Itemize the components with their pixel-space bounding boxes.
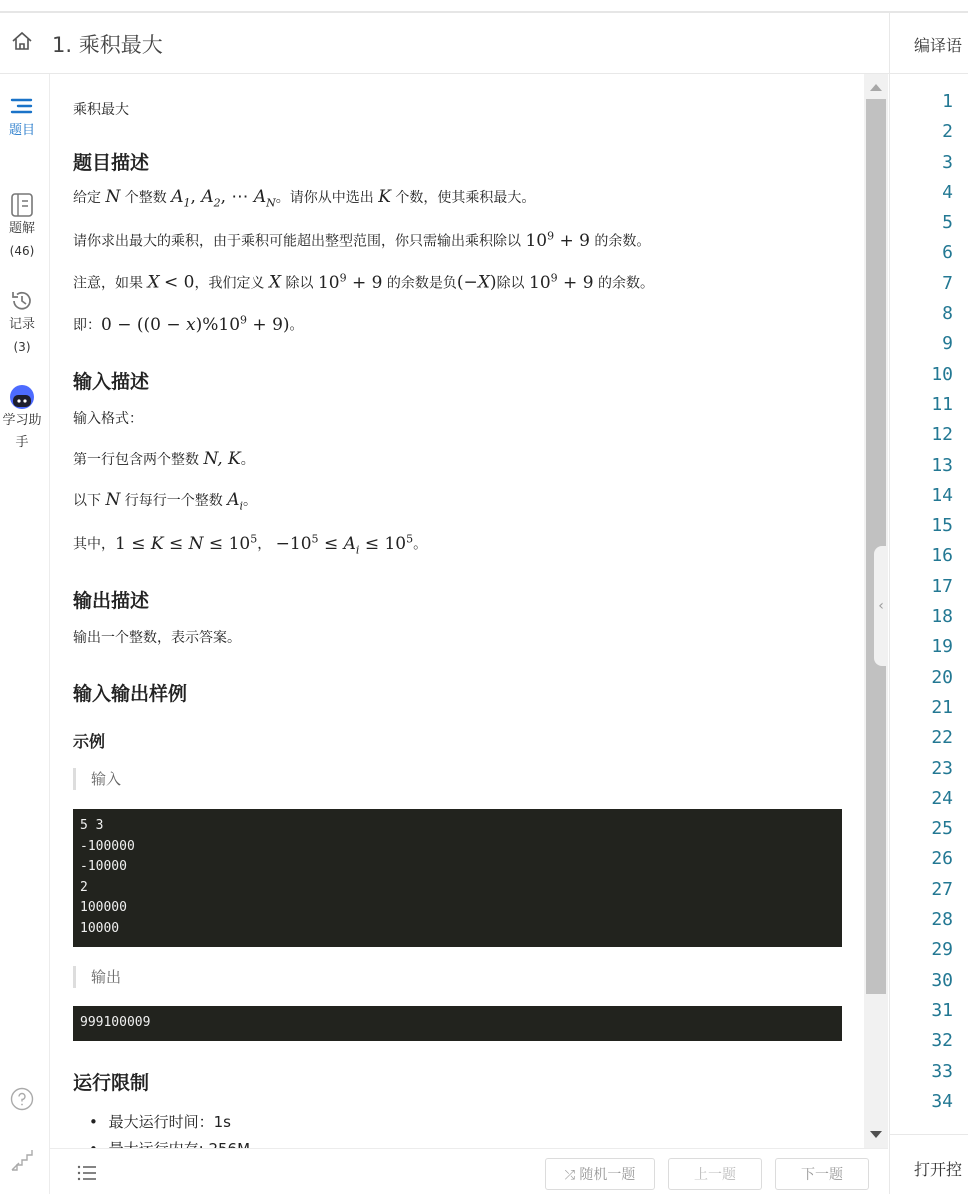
- code-line: -10000: [80, 859, 127, 875]
- help-icon[interactable]: [10, 1087, 34, 1111]
- book-icon: [9, 192, 35, 218]
- line-number: 6: [942, 242, 953, 264]
- input-format-label: 输入格式：: [73, 411, 143, 427]
- output-desc: 输出一个整数，表示答案。: [73, 630, 241, 646]
- line-number: 34: [931, 1090, 953, 1112]
- section-title-output: 输出描述: [73, 590, 150, 612]
- line-number: 29: [931, 939, 953, 961]
- scroll-down-arrow[interactable]: [870, 1131, 882, 1138]
- problem-name: 乘积最大: [73, 102, 129, 118]
- section-title-limits: 运行限制: [73, 1072, 150, 1094]
- code-line: 2: [80, 879, 88, 895]
- sidebar-item-label: 学习助手: [2, 413, 42, 450]
- code-line: 999100009: [80, 1015, 151, 1030]
- list-icon: [9, 94, 35, 120]
- language-label[interactable]: 编译语: [914, 36, 963, 55]
- line-number: 1: [942, 91, 953, 112]
- line-number: 24: [931, 787, 953, 809]
- code-line: 10000: [80, 920, 120, 936]
- line-number: 9: [942, 333, 953, 355]
- section-title-sample: 输入输出样例: [73, 683, 188, 705]
- line-number: 21: [931, 696, 953, 718]
- line-number: 3: [942, 151, 953, 173]
- line-number: 7: [942, 272, 953, 294]
- line-number: 14: [931, 484, 953, 506]
- line-number: 20: [931, 666, 953, 688]
- desc-line-3: 注意，如果 X < 0，我们定义 X 除以 $10^9 + 9$ 的余数是负(−X)除以 $10^9 + 9$ 的余数。: [73, 271, 654, 293]
- line-number: 11: [931, 393, 953, 415]
- line-number: 27: [931, 878, 953, 900]
- problem-header: [0, 13, 889, 74]
- random-problem-button[interactable]: ⤮ 随机一题: [545, 1158, 655, 1190]
- sample-output-code: [73, 1006, 842, 1041]
- sidebar-item-assistant[interactable]: [0, 384, 44, 454]
- line-number: 5: [942, 212, 953, 234]
- input-line-3: 其中，$1 \le K \le N \le 10^5$， $-10^5 \le A_i \le 10^5$。: [73, 532, 428, 557]
- line-number: 19: [931, 636, 953, 658]
- line-number: 16: [931, 545, 953, 567]
- home-icon[interactable]: [11, 30, 33, 52]
- sidebar-item-label: 题解: [8, 221, 35, 236]
- line-number: 10: [931, 363, 953, 385]
- code-line: -100000: [80, 838, 135, 854]
- desc-line-4: 即：$0 - ((0 - x)\%10^9 + 9)$。: [73, 313, 304, 335]
- editor-line-numbers: [890, 87, 968, 1117]
- collapse-panel-handle[interactable]: ‹: [874, 546, 888, 666]
- robot-icon: [9, 384, 35, 410]
- line-number: 12: [931, 424, 953, 446]
- page-title: 1. 乘积最大: [52, 33, 163, 57]
- open-console-button[interactable]: 打开控: [914, 1160, 963, 1179]
- sidebar-item-label: 题目: [8, 123, 35, 138]
- prev-problem-button[interactable]: 上一题: [668, 1158, 762, 1190]
- left-sidebar: [0, 74, 50, 1194]
- problem-content: [50, 74, 863, 1148]
- line-number: 13: [931, 454, 953, 476]
- bullet: •: [89, 1113, 98, 1131]
- sample-input-code: [73, 809, 842, 947]
- desc-line-2: 请你求出最大的乘积，由于乘积可能超出整型范围，你只需输出乘积除以 $10^9 + 9$ 的余数。: [73, 229, 651, 251]
- line-number: 4: [942, 181, 953, 203]
- line-number: 23: [931, 757, 953, 779]
- desc-line-1: 给定 N 个整数 $A_1$, $A_2$, ⋯ $A_N$。请你从中选出 K 个数，使其乘积最大。: [73, 187, 536, 210]
- limit-item: • 最大运行时间：1s: [89, 1113, 231, 1131]
- next-problem-button[interactable]: 下一题: [775, 1158, 869, 1190]
- line-number: 28: [931, 909, 953, 931]
- sidebar-item-label: 记录: [8, 317, 35, 332]
- bottom-toolbar: [50, 1148, 888, 1195]
- sidebar-item-count: (46): [9, 244, 35, 258]
- section-title-input: 输入描述: [73, 371, 150, 393]
- sidebar-item-count: (3): [13, 340, 31, 354]
- line-number: 26: [931, 848, 953, 870]
- line-number: 17: [931, 575, 953, 597]
- menu-list-icon[interactable]: [76, 1162, 98, 1184]
- line-number: 15: [931, 515, 953, 537]
- line-number: 33: [931, 1060, 953, 1082]
- line-number: 2: [942, 121, 953, 143]
- line-number: 25: [931, 818, 953, 840]
- sidebar-item-solutions[interactable]: [0, 192, 44, 262]
- stairs-icon[interactable]: [10, 1148, 34, 1172]
- shuffle-icon: ⤮: [564, 1168, 575, 1183]
- line-number: 8: [942, 303, 953, 325]
- sample-input-label: 输入: [73, 768, 121, 790]
- line-number: 18: [931, 606, 953, 628]
- line-number: 32: [931, 1030, 953, 1052]
- line-number: 31: [931, 999, 953, 1021]
- scroll-up-arrow[interactable]: [870, 84, 882, 91]
- line-number: 30: [931, 969, 953, 991]
- code-line: 5 3: [80, 818, 104, 833]
- console-toggle-bar: [890, 1134, 968, 1195]
- history-icon: [9, 288, 35, 314]
- editor-header: [890, 13, 968, 74]
- line-number: 22: [931, 727, 953, 749]
- example-title: 示例: [73, 732, 106, 751]
- input-line-1: 第一行包含两个整数 N, K。: [73, 449, 255, 469]
- sidebar-item-records[interactable]: [0, 288, 44, 358]
- code-line: 100000: [80, 900, 127, 916]
- sample-output-label: 输出: [73, 966, 121, 988]
- sidebar-item-problem[interactable]: [0, 94, 44, 142]
- input-line-2: 以下 N 行每行一个整数 $A_i$。: [73, 490, 258, 513]
- section-title-desc: 题目描述: [73, 152, 150, 174]
